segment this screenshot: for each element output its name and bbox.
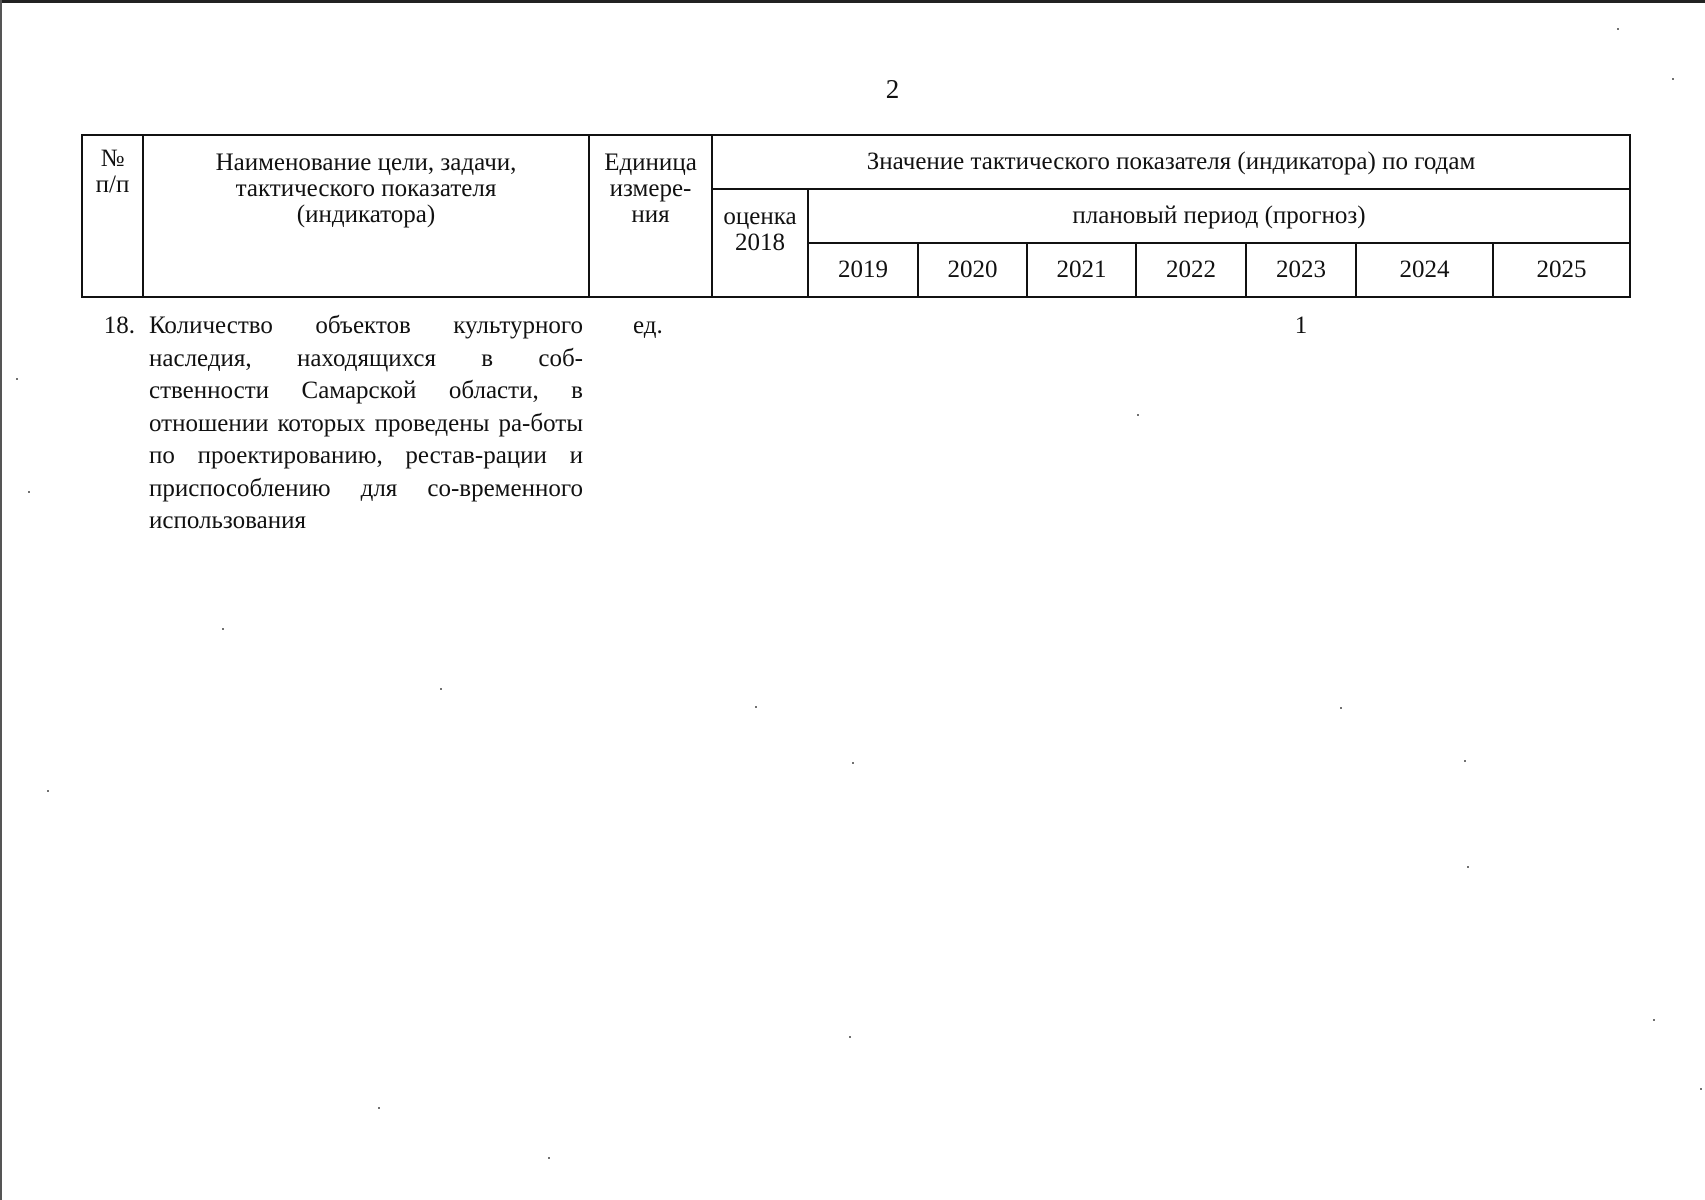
scan-speck	[1700, 1088, 1702, 1090]
value-cell	[1493, 297, 1630, 538]
value-cell: 1	[1294, 312, 1308, 339]
header-name: Наименование цели, задачи, тактического показателя (индикатора)	[143, 135, 589, 297]
header-num: № п/п	[82, 135, 143, 297]
header-unit: Единица измере- ния	[589, 135, 712, 297]
value-cell	[1136, 297, 1246, 538]
scan-speck	[849, 1036, 851, 1038]
indicators-table	[81, 134, 1631, 538]
header-values-group: Значение тактического показателя (индикатора) по годам	[712, 135, 1630, 189]
value-cell	[1027, 297, 1136, 538]
header-year: 2019	[808, 243, 918, 297]
scan-speck	[852, 762, 854, 764]
scan-speck	[1672, 78, 1674, 80]
scan-speck	[1340, 707, 1342, 709]
table-row	[82, 297, 1630, 538]
header-estimate: оценка 2018	[712, 189, 808, 297]
header-year: 2024	[1356, 243, 1493, 297]
scan-speck	[548, 1157, 550, 1159]
value-cell	[1356, 297, 1493, 538]
header-year: 2025	[1493, 243, 1630, 297]
scan-speck	[1467, 866, 1469, 868]
scan-speck	[1653, 1019, 1655, 1021]
scan-speck	[1464, 760, 1466, 762]
scan-speck	[47, 790, 49, 792]
page-number: 2	[885, 74, 900, 104]
value-cell	[808, 297, 918, 538]
header-year: 2021	[1027, 243, 1136, 297]
indicator-name: Количество объектов культурного наследия, находящихся в соб-ственности Самарской области, в отношении которых проведены ра-боты по проектированию, рестав-рации и приспособлению для со-временного использования	[149, 312, 583, 534]
scan-speck	[28, 491, 30, 493]
header-year: 2020	[918, 243, 1027, 297]
row-number: 18.	[103, 312, 135, 339]
scan-speck	[378, 1107, 380, 1109]
scan-speck	[440, 688, 442, 690]
scan-edge-left	[0, 0, 2, 1200]
scan-speck	[1617, 28, 1619, 30]
header-year: 2022	[1136, 243, 1246, 297]
scan-speck	[1137, 414, 1139, 416]
header-plan-group: плановый период (прогноз)	[808, 189, 1630, 243]
unit-of-measure: ед.	[633, 312, 663, 339]
scan-speck	[755, 706, 757, 708]
value-estimate-2018	[712, 297, 808, 538]
value-cell	[918, 297, 1027, 538]
scan-speck	[16, 378, 18, 380]
scan-edge-top	[0, 0, 1705, 3]
scan-speck	[222, 628, 224, 630]
header-year: 2023	[1246, 243, 1356, 297]
